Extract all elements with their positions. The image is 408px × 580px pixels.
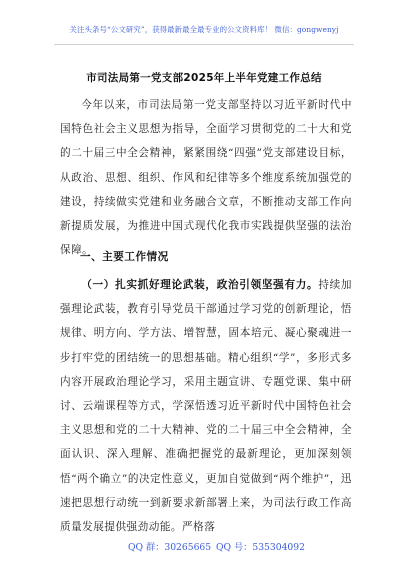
- subsection-body: 持续加强理论武装，教育引导党员干部通过学习党的创新理论，悟规律、明方向、学方法、增智慧，固本培元、凝心聚魂进一步打牢党的团结统一的思想基础。精心组织“学”，多形式多内容开展政治理论学习，采用主题宣讲、专题党课、集中研讨、云端课程等方式，学深悟透习近平新时代中国特色社会主义思想和党的二十大精神、党的二十届三中全会精神，全面认识、深入理解、准确把握党的最新理论，更加深刻领悟“两个确立”的决定性意义，更加自觉做到“两个维护”，迅速把思想行动统一到新要求新部署上来，为司法行政工作高质量发展提供强劲动能。严格落: [60, 279, 353, 534]
- header-banner: 关注头条号“公文研究”，获得最新最全最专业的公文资料库！ 微信：gongwenyj: [69, 25, 339, 34]
- document-title: 市司法局第一党支部2025年上半年党建工作总结: [86, 72, 322, 84]
- subsection-paragraph: [60, 273, 352, 539]
- header-divider: [54, 44, 354, 45]
- intro-paragraph: [60, 93, 352, 262]
- subsection-heading: （一）扎实抓好理论武装，政治引领坚强有力。: [81, 279, 319, 291]
- footer-qq-group: QQ 群：30265665: [128, 542, 212, 553]
- section-heading-main-work: 一、主要工作情况: [80, 251, 169, 263]
- footer-qq-number: QQ 号：535304092: [216, 542, 305, 553]
- intro-text: 今年以来，市司法局第一党支部坚持以习近平新时代中国特色社会主义思想为指导，全面学习贯彻党的二十大和党的二十届三中全会精神，紧紧围绕“四强”党支部建设目标，从政治、思想、组织、作风和纪律等多个维度系统加强党的建设，持续做实党建和业务融合文章，不断推动支部工作向新提质发展，为推进中国式现代化我市实践提供坚强的法治保障。: [60, 99, 352, 257]
- footer: [0, 539, 408, 555]
